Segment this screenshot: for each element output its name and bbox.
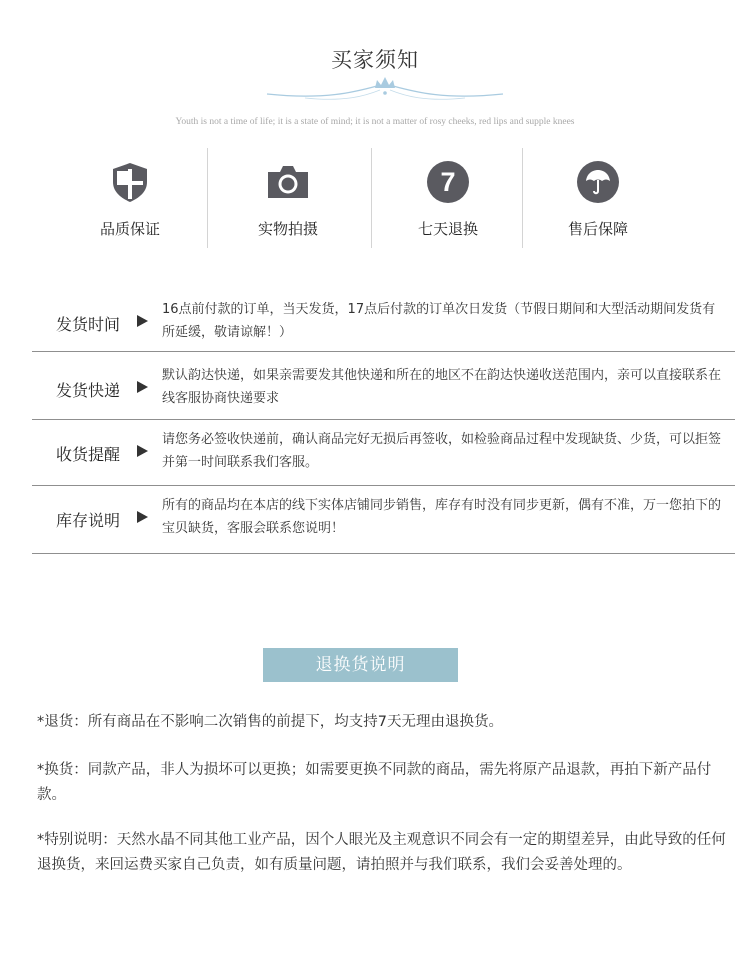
feature-quality — [55, 148, 205, 248]
divider — [32, 553, 735, 554]
info-desc: 请您务必签收快递前，确认商品完好无损后再签收，如检验商品过程中发现缺货、少货，可以拒签并第一时间联系我们客服。 — [162, 432, 722, 470]
feature-label: 品质保证 — [99, 220, 160, 238]
subtitle: Youth is not a time of life; it is a state of mind; it is not a matter of rosy cheeks, red lips and supple knees — [175, 117, 575, 127]
returns-banner: 退换货说明 — [263, 648, 458, 682]
seven-glyph: 7 — [440, 167, 456, 197]
camera-icon — [266, 160, 310, 204]
info-title: 发货快递 — [56, 381, 121, 400]
feature-aftersale — [523, 148, 673, 248]
exchange-paragraph: *换货：同款产品，非人为损坏可以更换；如需要更换不同款的商品，需先将原产品退款，再拍下新产品付款。 — [37, 762, 712, 803]
ornament-divider — [265, 74, 505, 104]
info-title: 发货时间 — [56, 315, 121, 334]
triangle-right-icon — [135, 444, 149, 458]
triangle-right-icon — [135, 510, 149, 524]
info-desc: 16点前付款的订单，当天发货，17点后付款的订单次日发货（节假日期间和大型活动期间发货有所延缓，敬请谅解！） — [162, 302, 716, 340]
feature-photo — [213, 148, 363, 248]
page-title: 买家须知 — [331, 48, 419, 72]
feature-return — [373, 148, 523, 248]
info-desc: 所有的商品均在本店的线下实体店铺同步销售，库存有时没有同步更新，偶有不准，万一您拍下的宝贝缺货，客服会联系您说明！ — [162, 498, 722, 536]
triangle-right-icon — [135, 380, 149, 394]
info-row-stock — [32, 494, 735, 546]
divider — [32, 351, 735, 352]
info-row-shipping-time — [32, 298, 735, 350]
feature-label: 售后保障 — [567, 220, 628, 238]
divider — [371, 148, 372, 248]
returns-paragraph: *退货：所有商品在不影响二次销售的前提下，均支持7天无理由退换货。 — [37, 714, 503, 730]
divider — [32, 419, 735, 420]
umbrella-icon — [576, 160, 620, 204]
feature-label: 七天退换 — [417, 220, 478, 238]
triangle-right-icon — [135, 314, 149, 328]
info-row-receipt — [32, 428, 735, 480]
info-row-courier — [32, 364, 735, 416]
special-note-paragraph: *特别说明：天然水晶不同其他工业产品，因个人眼光及主观意识不同会有一定的期望差异，由此导致的任何退换货，来回运费买家自己负责，如有质量问题，请拍照并与我们联系，我们会妥善处理的。 — [37, 832, 726, 873]
seven-badge-icon — [426, 160, 470, 204]
info-desc: 默认韵达快递，如果亲需要发其他快递和所在的地区不在韵达快递收送范围内，亲可以直接联系在线客服协商快递要求 — [162, 368, 722, 406]
info-title: 收货提醒 — [56, 445, 121, 464]
feature-label: 实物拍摄 — [257, 220, 318, 238]
shield-icon — [108, 160, 152, 204]
feature-row — [55, 148, 695, 248]
divider — [32, 485, 735, 486]
info-title: 库存说明 — [56, 511, 121, 530]
divider — [207, 148, 208, 248]
